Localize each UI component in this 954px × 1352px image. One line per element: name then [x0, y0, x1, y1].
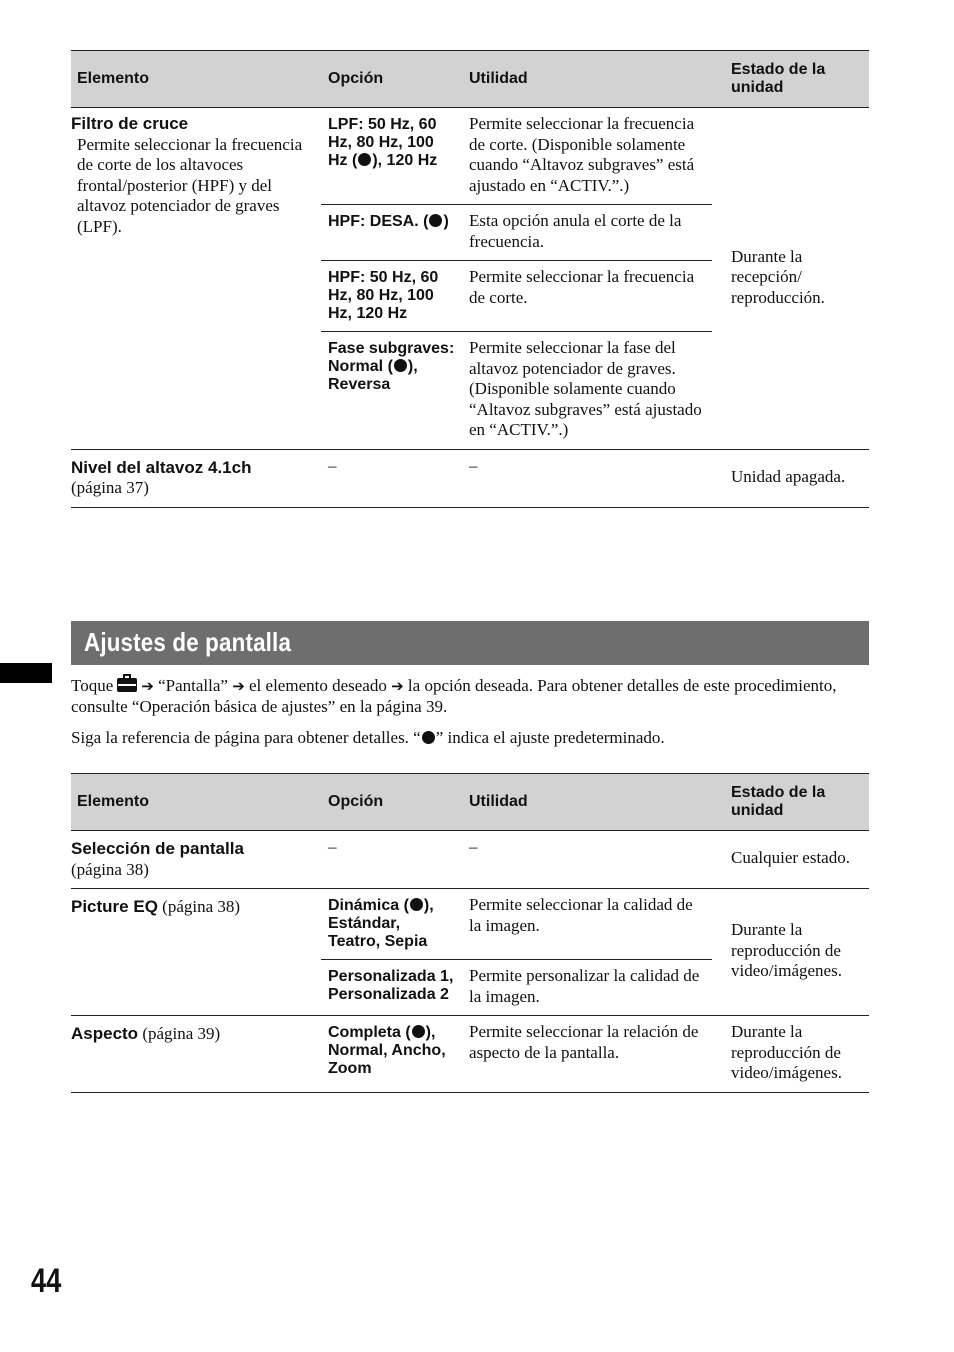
table-row	[71, 108, 869, 205]
status-cell: Durante la reproducción de video/imágenes.	[712, 889, 869, 1016]
utility-cell: –	[462, 449, 712, 507]
default-dot-icon	[412, 1025, 425, 1038]
element-cell	[71, 449, 321, 507]
utility-cell: Permite personalizar la calidad de la imagen.	[462, 960, 712, 1016]
element-name: Nivel del altavoz 4.1ch	[71, 457, 252, 477]
status-cell: Unidad apagada.	[712, 449, 869, 507]
option-cell: Personalizada 1, Personalizada 2	[321, 960, 462, 1016]
table-header	[71, 51, 869, 108]
utility-cell: Esta opción anula el corte de la frecuencia.	[462, 205, 712, 261]
element-name: Selección de pantalla	[71, 839, 244, 858]
option-cell: LPF: 50 Hz, 60 Hz, 80 Hz, 100 Hz ( ), 120 Hz	[321, 108, 462, 205]
header-elemento: Elemento	[71, 774, 321, 831]
status-cell: Durante la reproducción de video/imágenes.	[712, 1016, 869, 1093]
utility-cell: Permite seleccionar la frecuencia de corte.	[462, 261, 712, 332]
note-paragraph: Siga la referencia de página para obtener detalles. “ ” indica el ajuste predeterminado.	[71, 728, 665, 747]
element-cell	[71, 831, 321, 889]
element-name: Aspecto	[71, 1024, 139, 1043]
default-dot-icon	[394, 359, 407, 372]
element-name: Filtro de cruce	[71, 114, 189, 133]
header-opcion: Opción	[321, 774, 462, 831]
table-row	[71, 831, 869, 889]
page-tab-marker	[0, 663, 52, 683]
arrow-right-icon: ➔	[141, 677, 154, 695]
header-opcion: Opción	[321, 51, 462, 108]
default-dot-icon	[410, 898, 423, 911]
arrow-right-icon: ➔	[391, 677, 404, 695]
header-estado: Estado de la unidad	[712, 51, 869, 108]
utility-cell: Permite seleccionar la relación de aspecto de la pantalla.	[462, 1016, 712, 1093]
option-cell: HPF: DESA. ( )	[321, 205, 462, 261]
page-ref: (página 39)	[142, 1024, 221, 1043]
header-estado: Estado de la unidad	[712, 774, 869, 831]
header-utilidad: Utilidad	[462, 774, 712, 831]
status-cell: Cualquier estado.	[712, 831, 869, 889]
page-number: 44	[31, 1262, 62, 1300]
default-dot-icon	[358, 153, 371, 166]
utility-cell: Permite seleccionar la fase del altavoz potenciador de graves. (Disponible solamente cuando “Altavoz subgraves” está ajustado en “ACTIV.”.)	[462, 332, 712, 450]
intro-paragraph: Toque ➔ “Pantalla” ➔ el elemento deseado ➔ la opción deseada. Para obtener detalles de este procedimiento, consulte “Operación básica de ajustes” en la página 39.	[71, 676, 837, 716]
option-cell: Fase subgraves: Normal ( ), Reversa	[321, 332, 462, 450]
crossover-settings-table	[71, 50, 869, 508]
element-cell	[71, 108, 321, 450]
page-ref: (página 38)	[162, 897, 241, 916]
page-ref: (página 37)	[71, 478, 149, 497]
option-cell: –	[321, 449, 462, 507]
table-row	[71, 1016, 869, 1093]
table-row	[71, 449, 869, 507]
option-cell: HPF: 50 Hz, 60 Hz, 80 Hz, 100 Hz, 120 Hz	[321, 261, 462, 332]
table-row	[71, 889, 869, 960]
default-dot-icon	[429, 214, 442, 227]
header-utilidad: Utilidad	[462, 51, 712, 108]
option-cell: Dinámica ( ), Estándar, Teatro, Sepia	[321, 889, 462, 960]
screen-settings-table	[71, 773, 869, 1093]
option-cell: Completa ( ), Normal, Ancho, Zoom	[321, 1016, 462, 1093]
page-ref: (página 38)	[71, 859, 149, 879]
element-name: Picture EQ	[71, 897, 158, 916]
element-cell	[71, 1016, 321, 1093]
status-cell: Durante la recepción/ reproducción.	[712, 108, 869, 450]
default-dot-icon	[422, 731, 435, 744]
utility-cell: Permite seleccionar la frecuencia de corte. (Disponible solamente cuando “Altavoz subgraves” está ajustado en “ACTIV.”.)	[462, 108, 712, 205]
toolbox-icon	[117, 678, 137, 692]
element-cell	[71, 889, 321, 1016]
section-title: Ajustes de pantalla	[84, 627, 292, 657]
arrow-right-icon: ➔	[232, 677, 245, 695]
element-description: Permite seleccionar la frecuencia de corte de los altavoces frontal/posterior (HPF) y del altavoz potenciador de graves (LPF).	[77, 134, 303, 236]
section-header	[71, 621, 869, 665]
table-header	[71, 774, 869, 831]
utility-cell: –	[462, 831, 712, 889]
header-elemento: Elemento	[71, 51, 321, 108]
option-cell: –	[321, 831, 462, 889]
utility-cell: Permite seleccionar la calidad de la imagen.	[462, 889, 712, 960]
